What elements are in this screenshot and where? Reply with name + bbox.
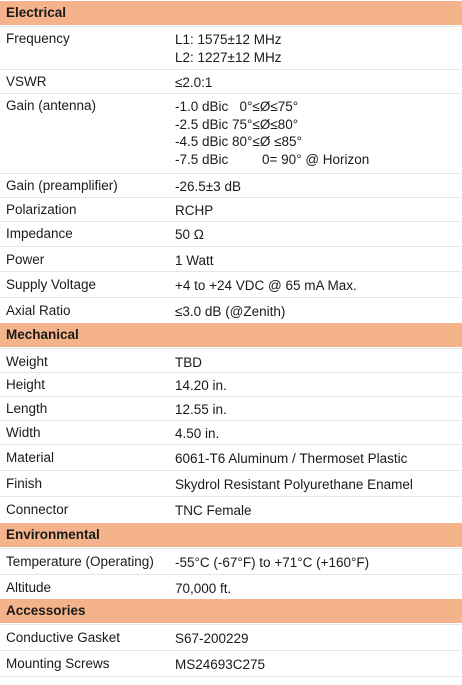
spec-label: Finish bbox=[6, 476, 43, 491]
spec-row-gain-preamplifier bbox=[0, 173, 462, 197]
spec-value-line: Skydrol Resistant Polyurethane Enamel bbox=[175, 477, 413, 492]
spec-label: Length bbox=[6, 401, 48, 416]
spec-value-line: 14.20 in. bbox=[175, 378, 227, 393]
spec-row-temperature bbox=[0, 548, 462, 574]
spec-row-gain-antenna bbox=[0, 93, 462, 173]
section-header-mechanical: Mechanical bbox=[0, 323, 462, 347]
spec-value-line: 6061-T6 Aluminum / Thermoset Plastic bbox=[175, 451, 408, 466]
spec-row-weight bbox=[0, 348, 462, 372]
spec-label: Polarization bbox=[6, 202, 77, 217]
spec-value-line: 1 Watt bbox=[175, 253, 214, 268]
spec-row-vswr bbox=[0, 69, 462, 93]
spec-row-width bbox=[0, 420, 462, 444]
spec-value-line: RCHP bbox=[175, 203, 214, 218]
spec-label: VSWR bbox=[6, 74, 47, 89]
spec-value-line: -2.5 dBic 75°≤Ø≤80° bbox=[175, 116, 299, 132]
spec-label: Frequency bbox=[6, 31, 70, 46]
section-header-environmental: Environmental bbox=[0, 523, 462, 547]
spec-row-finish bbox=[0, 470, 462, 496]
spec-value-line: 4.50 in. bbox=[175, 426, 220, 441]
spec-row-supply-voltage bbox=[0, 271, 462, 297]
spec-label: Weight bbox=[6, 354, 48, 369]
spec-value-line: 50 Ω bbox=[175, 227, 204, 242]
table-bottom-rule bbox=[0, 676, 462, 677]
spec-value-line: S67-200229 bbox=[175, 631, 249, 646]
spec-value-line: 70,000 ft. bbox=[175, 581, 232, 596]
spec-label: Axial Ratio bbox=[6, 303, 71, 318]
spec-row-impedance bbox=[0, 221, 462, 246]
spec-label: Power bbox=[6, 252, 45, 267]
spec-label: Mounting Screws bbox=[6, 656, 110, 671]
spec-row-material bbox=[0, 444, 462, 470]
spec-row-length bbox=[0, 396, 462, 420]
spec-row-axial-ratio bbox=[0, 297, 462, 323]
spec-row-height bbox=[0, 372, 462, 396]
spec-row-conductive-gasket bbox=[0, 624, 462, 650]
spec-label: Conductive Gasket bbox=[6, 630, 121, 645]
spec-label: Impedance bbox=[6, 226, 73, 241]
spec-value-line: TNC Female bbox=[175, 503, 252, 518]
spec-value-line: ≤3.0 dB (@Zenith) bbox=[175, 304, 286, 319]
spec-label: Connector bbox=[6, 502, 69, 517]
spec-row-mounting-screws bbox=[0, 650, 462, 676]
spec-label: Supply Voltage bbox=[6, 277, 97, 292]
spec-value-line: MS24693C275 bbox=[175, 657, 266, 672]
spec-value-line: TBD bbox=[175, 355, 202, 370]
spec-label: Altitude bbox=[6, 580, 52, 595]
section-header-electrical: Electrical bbox=[0, 1, 462, 25]
spec-row-polarization bbox=[0, 197, 462, 221]
spec-row-connector bbox=[0, 496, 462, 522]
spec-label: Material bbox=[6, 450, 55, 465]
spec-value-line: -55°C (-67°F) to +71°C (+160°F) bbox=[175, 555, 370, 570]
spec-value-line: ≤2.0:1 bbox=[175, 75, 213, 90]
spec-label: Gain (antenna) bbox=[6, 98, 97, 113]
spec-value-line: L1: 1575±12 MHz bbox=[175, 32, 282, 47]
spec-value-line: -7.5 dBic 0= 90° @ Horizon bbox=[175, 151, 370, 167]
spec-value-line: -1.0 dBic 0°≤Ø≤75° bbox=[175, 99, 299, 114]
section-header-accessories: Accessories bbox=[0, 599, 462, 623]
spec-label: Width bbox=[6, 425, 41, 440]
spec-value-line: 12.55 in. bbox=[175, 402, 227, 417]
spec-row-frequency bbox=[0, 26, 462, 69]
spec-label: Temperature (Operating) bbox=[6, 554, 154, 569]
spec-row-altitude bbox=[0, 574, 462, 599]
spec-label: Height bbox=[6, 377, 46, 392]
spec-label: Gain (preamplifier) bbox=[6, 178, 118, 193]
spec-value-line: +4 to +24 VDC @ 65 mA Max. bbox=[175, 278, 357, 293]
spec-value-line: -4.5 dBic 80°≤Ø ≤85° bbox=[175, 134, 302, 149]
spec-value-line: L2: 1227±12 MHz bbox=[175, 49, 282, 65]
spec-value-line: -26.5±3 dB bbox=[175, 179, 241, 194]
spec-row-power bbox=[0, 246, 462, 271]
